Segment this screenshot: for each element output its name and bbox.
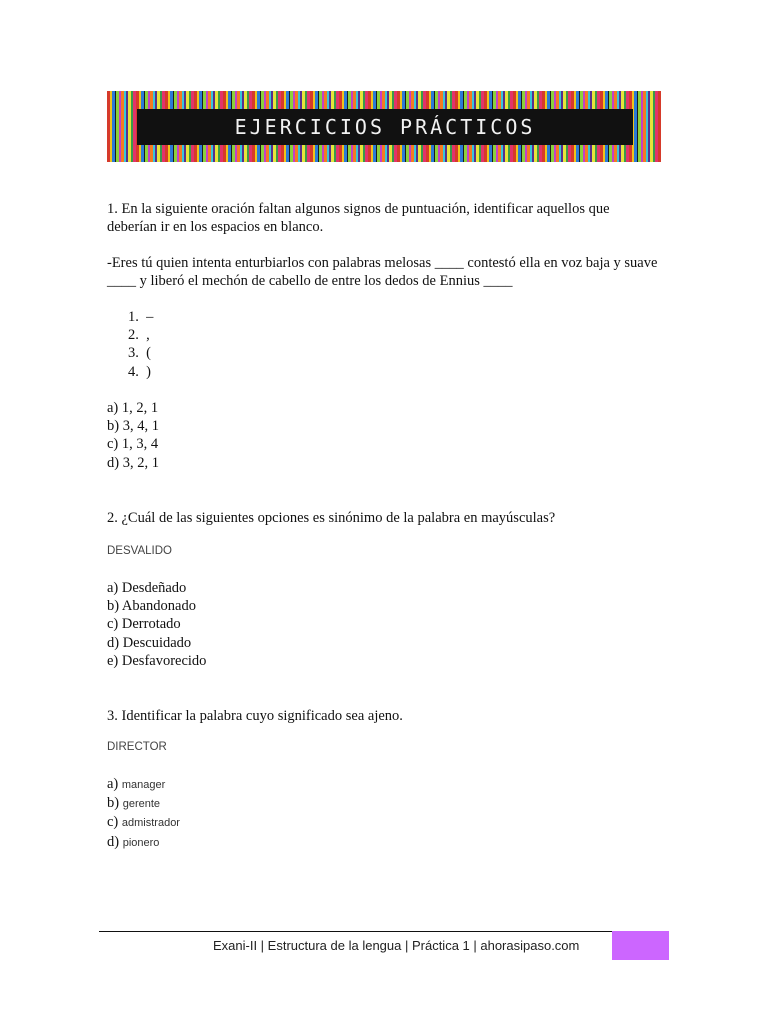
question-2-options	[107, 579, 206, 670]
option-c: c) admistrador	[107, 814, 180, 831]
option-a: a) 1, 2, 1	[107, 400, 159, 416]
footer-divider	[99, 931, 669, 932]
option-a: a) Desdeñado	[107, 580, 187, 596]
question-3-options	[107, 775, 180, 852]
option-d: d) pionero	[107, 833, 160, 850]
question-1-prompt: 1. En la siguiente oración faltan algunos signos de puntuación, identificar aquellos que deberían ir en los espacios en blanco.	[107, 201, 610, 236]
option-c: c) Derrotado	[107, 616, 181, 633]
option-a: a) manager	[107, 776, 166, 792]
list-item: 2. ,	[128, 327, 150, 344]
list-item: 4. )	[128, 363, 151, 380]
question-3-prompt: 3. Identificar la palabra cuyo significado sea ajeno.	[107, 708, 403, 724]
question-2-keyword: DESVALIDO	[107, 545, 172, 557]
option-b: b) 3, 4, 1	[107, 418, 159, 435]
option-b: b) Abandonado	[107, 598, 196, 615]
question-2-prompt: 2. ¿Cuál de las siguientes opciones es sinónimo de la palabra en mayúsculas?	[107, 510, 556, 526]
question-1-options	[107, 399, 159, 472]
list-item: 1. –	[128, 309, 154, 325]
punctuation-list	[128, 308, 153, 381]
list-item: 3. (	[128, 345, 151, 362]
option-c: c) 1, 3, 4	[107, 436, 159, 453]
banner-title: EJERCICIOS PRÁCTICOS	[137, 109, 633, 145]
option-d: d) 3, 2, 1	[107, 454, 159, 471]
question-3-keyword: DIRECTOR	[107, 741, 167, 753]
option-b: b) gerente	[107, 795, 161, 812]
option-e: e) Desfavorecido	[107, 652, 207, 669]
question-1-sentence: -Eres tú quien intenta enturbiarlos con palabras melosas ____ contestó ella en voz baja y suave ____ y liberó el mechón de cabello de entre los dedos de Ennius ____	[107, 255, 658, 290]
footer-accent-box	[612, 931, 669, 960]
option-d: d) Descuidado	[107, 634, 192, 651]
footer-text: Exani-II | Estructura de la lengua | Práctica 1 | ahorasipaso.com	[213, 938, 580, 953]
